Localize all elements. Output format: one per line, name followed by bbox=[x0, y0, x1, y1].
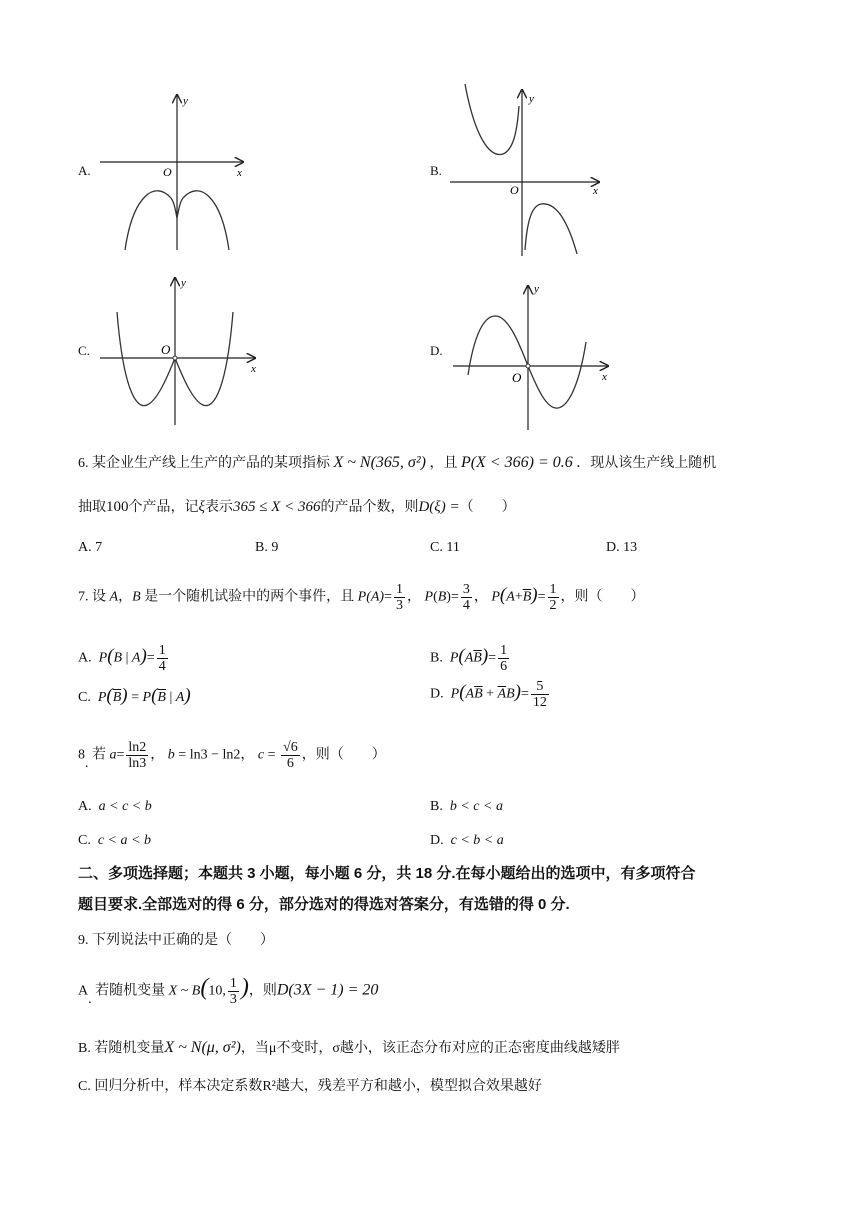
open-point bbox=[173, 356, 177, 360]
q6-range: 365 ≤ X < 366 bbox=[232, 499, 321, 515]
section-2-line2: 题目要求.全部选对的得 6 分，部分选对的得选对答案分，有选错的得 0 分. bbox=[78, 896, 570, 913]
graph-option-d-label: D. bbox=[430, 343, 443, 358]
y-label: y bbox=[183, 95, 188, 107]
y-label: y bbox=[529, 93, 534, 105]
q7-mid: 是一个随机试验中的两个事件，且 bbox=[144, 589, 355, 605]
q6-n: 100 bbox=[106, 499, 129, 515]
q6-prefix: 6. 某企业生产线上生产的产品的某项指标 bbox=[78, 456, 330, 471]
q9-option-a-result: D(3X − 1) = 20 bbox=[276, 981, 379, 999]
x-label: x bbox=[593, 185, 598, 197]
curve-right bbox=[525, 204, 577, 254]
section-2-line1: 二、多项选择题；本题共 3 小题，每小题 6 分，共 18 分.在每小题给出的选项中，有多项符合 bbox=[78, 865, 696, 882]
q7-event-a: A bbox=[109, 589, 119, 605]
q6-paren: （ ） bbox=[459, 500, 516, 515]
q8-option-c: C. c < a < b bbox=[78, 833, 151, 848]
q7-event-b: B bbox=[132, 589, 141, 605]
q7-pab-fraction: $\frac{1}{2}$ bbox=[549, 582, 557, 613]
graph-option-c-label: C. bbox=[78, 343, 90, 358]
curve-right bbox=[177, 191, 229, 250]
curve-right bbox=[528, 342, 586, 408]
q7-option-a-fraction: $\frac{1}{4}$ bbox=[158, 643, 166, 674]
graph-option-b-label: B. bbox=[430, 163, 442, 178]
origin-label: O bbox=[512, 370, 522, 385]
origin-label: O bbox=[161, 342, 171, 357]
q9-option-b: B. 若随机变量X ~ N(μ, σ²)，当μ不变时，σ越小，该正态分布对应的正态密度曲线越矮胖 bbox=[78, 1039, 620, 1056]
q9-option-b-dist: X ~ N(μ, σ²) bbox=[164, 1039, 241, 1056]
q6-probability: P(X < 366) = 0.6 bbox=[460, 454, 573, 471]
q7-tail: ，则（ ） bbox=[560, 589, 645, 605]
graph-a bbox=[95, 90, 255, 255]
q6-option-a: A. 7 bbox=[78, 540, 103, 555]
q6-tail: ．现从该生产线上随机 bbox=[576, 456, 717, 471]
q9-stem: 9. 下列说法中正确的是（ ） bbox=[78, 933, 274, 948]
x-label: x bbox=[602, 371, 607, 383]
q7-sep: ， bbox=[118, 589, 133, 605]
origin-label: O bbox=[510, 183, 519, 197]
q7-option-c: C. $P(\overline{B}) = P(\overline{B}$ | A) bbox=[78, 685, 191, 706]
q8-stem: 8. 若 a= $\frac{\ln 2}{\ln 3}$ ， b = ln3 − ln2， c = $\frac{√6}{6}$ ，则（ ） bbox=[78, 740, 386, 771]
curve-left bbox=[125, 191, 177, 250]
q8-option-d: D. c < b < a bbox=[430, 833, 504, 848]
q8-a-fraction: $\frac{\ln 2}{\ln 3}$ bbox=[128, 740, 147, 771]
q7-option-a: A. P(B | A)= $\frac{1}{4}$ bbox=[78, 643, 166, 674]
curve-right bbox=[175, 312, 233, 406]
q7-option-b: B. $P(A\overline{B})=$ $\frac{1}{6}$ bbox=[430, 643, 508, 674]
x-label: x bbox=[237, 167, 242, 179]
q6-xi: ξ bbox=[198, 499, 205, 515]
q6-option-d: D. 13 bbox=[606, 540, 638, 555]
graph-option-a-label: A. bbox=[78, 163, 91, 178]
q6-line1 bbox=[78, 453, 716, 474]
q9-option-c: C. 回归分析中，样本决定系数R²越大，残差平方和越小，模型拟合效果越好 bbox=[78, 1079, 542, 1094]
q7-prefix: 7. 设 bbox=[78, 589, 106, 605]
y-label: y bbox=[534, 283, 539, 295]
q7-pa-fraction: $\frac{1}{3}$ bbox=[396, 582, 403, 613]
q6-distribution: X ~ N(365, σ²) bbox=[333, 454, 426, 471]
q8-option-b: B. b < c < a bbox=[430, 799, 503, 814]
q6-line2-b: 个产品，记 bbox=[128, 500, 199, 515]
q7-stem: 7. 设 A，B 是一个随机试验中的两个事件，且 P(A)= $\frac{1}{3}$ ， P(B)= $\frac{3}{4}$ ， $P(A+\overline{B})=$ $\frac{1}{2}$ ，则（ ） bbox=[78, 582, 645, 613]
y-label: y bbox=[181, 277, 186, 289]
curve-left bbox=[117, 312, 175, 406]
q6-line2-a: 抽取 bbox=[78, 500, 106, 515]
q8-option-a: A. a < c < b bbox=[78, 799, 152, 814]
q6-line2-c: 表示 bbox=[204, 500, 233, 515]
q7-option-b-fraction: $\frac{1}{6}$ bbox=[500, 643, 508, 674]
q8-number: 8 bbox=[78, 747, 85, 763]
q9-option-a: A. 若随机变量 X ~ B(10, $\frac{1}{3}$ )，则D(3X − 1) = 20 bbox=[78, 974, 379, 1007]
curve-left bbox=[465, 84, 519, 154]
graph-c bbox=[95, 270, 265, 430]
q7-option-d: D. $P(A\overline{B} + \overline{A}B)=$ $\frac{5}{12}$ bbox=[430, 679, 547, 710]
q8-b-expr: ln3 − ln2 bbox=[189, 747, 241, 763]
graph-b bbox=[445, 78, 610, 260]
q6-variance: D(ξ) = bbox=[418, 499, 460, 515]
q7-option-d-fraction: $\frac{5}{12}$ bbox=[532, 679, 547, 710]
q8-c-fraction: $\frac{√6}{6}$ bbox=[283, 740, 298, 771]
q9-option-a-fraction: $\frac{1}{3}$ bbox=[229, 976, 237, 1007]
open-point bbox=[526, 364, 530, 368]
graph-d bbox=[448, 280, 618, 435]
q6-line2-d: 的产品个数，则 bbox=[320, 500, 419, 515]
q6-mid: ，且 bbox=[429, 456, 458, 471]
q7-pb-fraction: $\frac{3}{4}$ bbox=[462, 582, 470, 613]
x-label: x bbox=[251, 363, 256, 375]
origin-label: O bbox=[163, 165, 172, 179]
q6-option-c: C. 11 bbox=[430, 540, 460, 555]
q6-line2 bbox=[78, 497, 516, 518]
q6-option-b: B. 9 bbox=[255, 540, 279, 555]
section-2-heading bbox=[78, 858, 798, 920]
